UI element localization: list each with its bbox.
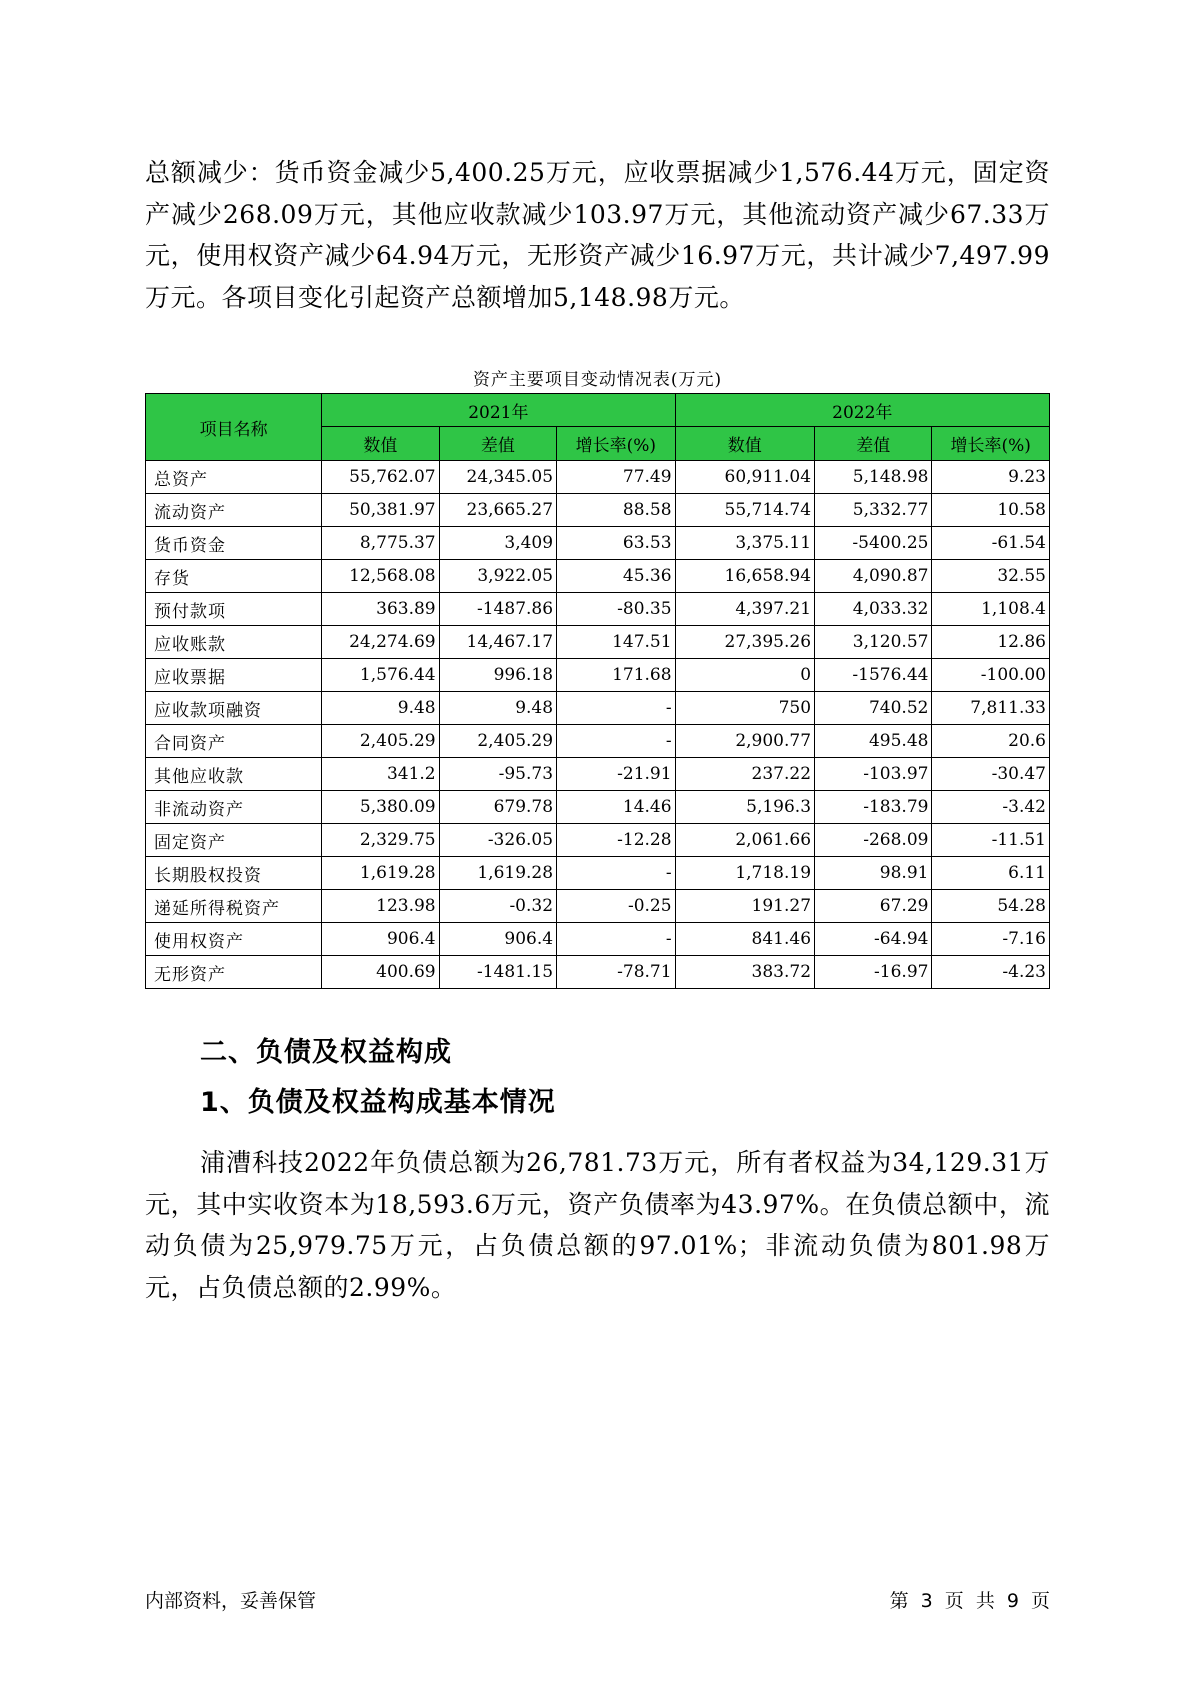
cell-diff-2021: 14,467.17	[439, 626, 556, 659]
cell-diff-2022: -103.97	[815, 758, 932, 791]
section-heading: 二、负债及权益构成	[200, 1037, 452, 1068]
cell-item-name: 预付款项	[146, 593, 322, 626]
cell-growth-2021: 77.49	[557, 461, 676, 494]
cell-diff-2021: 1,619.28	[439, 857, 556, 890]
cell-diff-2022: -1576.44	[815, 659, 932, 692]
cell-diff-2022: 3,120.57	[815, 626, 932, 659]
cell-growth-2021: 45.36	[557, 560, 676, 593]
cell-value-2021: 123.98	[322, 890, 439, 923]
cell-item-name: 合同资产	[146, 725, 322, 758]
cell-value-2022: 237.22	[675, 758, 814, 791]
cell-growth-2022: -61.54	[932, 527, 1050, 560]
cell-growth-2022: -11.51	[932, 824, 1050, 857]
table-row	[146, 956, 1050, 989]
cell-value-2022: 1,718.19	[675, 857, 814, 890]
header-diff-2022: 差值	[815, 427, 932, 461]
table-row	[146, 560, 1050, 593]
cell-growth-2021: -80.35	[557, 593, 676, 626]
cell-item-name: 递延所得税资产	[146, 890, 322, 923]
cell-item-name: 长期股权投资	[146, 857, 322, 890]
table-row	[146, 857, 1050, 890]
cell-diff-2022: -5400.25	[815, 527, 932, 560]
cell-growth-2022: -30.47	[932, 758, 1050, 791]
cell-growth-2021: 171.68	[557, 659, 676, 692]
cell-growth-2022: 10.58	[932, 494, 1050, 527]
cell-growth-2021: 63.53	[557, 527, 676, 560]
cell-growth-2022: 1,108.4	[932, 593, 1050, 626]
footer-confidential: 内部资料，妥善保管	[145, 1590, 317, 1612]
cell-diff-2022: 5,332.77	[815, 494, 932, 527]
cell-value-2022: 2,061.66	[675, 824, 814, 857]
cell-value-2022: 16,658.94	[675, 560, 814, 593]
header-item-name: 项目名称	[146, 394, 322, 461]
cell-growth-2022: -3.42	[932, 791, 1050, 824]
cell-diff-2022: 4,090.87	[815, 560, 932, 593]
table-row	[146, 824, 1050, 857]
cell-growth-2021: -21.91	[557, 758, 676, 791]
cell-value-2021: 5,380.09	[322, 791, 439, 824]
header-growth-2022: 增长率(%)	[932, 427, 1050, 461]
cell-growth-2022: -4.23	[932, 956, 1050, 989]
table-row	[146, 890, 1050, 923]
cell-value-2022: 5,196.3	[675, 791, 814, 824]
cell-value-2021: 2,405.29	[322, 725, 439, 758]
cell-growth-2021: -78.71	[557, 956, 676, 989]
cell-diff-2021: -0.32	[439, 890, 556, 923]
cell-diff-2021: 679.78	[439, 791, 556, 824]
cell-growth-2021: 14.46	[557, 791, 676, 824]
cell-diff-2022: -16.97	[815, 956, 932, 989]
cell-growth-2021: -0.25	[557, 890, 676, 923]
cell-item-name: 应收账款	[146, 626, 322, 659]
header-growth-2021: 增长率(%)	[557, 427, 676, 461]
cell-value-2021: 363.89	[322, 593, 439, 626]
cell-growth-2021: -	[557, 692, 676, 725]
table-row	[146, 692, 1050, 725]
header-year-2022: 2022年	[675, 394, 1049, 427]
cell-item-name: 应收票据	[146, 659, 322, 692]
cell-diff-2021: 3,409	[439, 527, 556, 560]
cell-value-2022: 60,911.04	[675, 461, 814, 494]
table-caption: 资产主要项目变动情况表(万元)	[472, 370, 723, 390]
cell-diff-2022: -64.94	[815, 923, 932, 956]
cell-diff-2022: 67.29	[815, 890, 932, 923]
table-row	[146, 593, 1050, 626]
cell-diff-2021: 24,345.05	[439, 461, 556, 494]
table-row	[146, 791, 1050, 824]
intro-paragraph: 总额减少：货币资金减少5,400.25万元，应收票据减少1,576.44万元，固定资产减少268.09万元，其他应收款减少103.97万元，其他流动资产减少67.33万元，使用权资产减少64.94万元，无形资产减少16.97万元，共计减少7,497.99万元。各项目变化引起资产总额增加5,148.98万元。	[145, 158, 1050, 312]
cell-value-2022: 383.72	[675, 956, 814, 989]
cell-item-name: 应收款项融资	[146, 692, 322, 725]
cell-growth-2021: 147.51	[557, 626, 676, 659]
cell-value-2022: 2,900.77	[675, 725, 814, 758]
header-diff-2021: 差值	[439, 427, 556, 461]
cell-value-2021: 50,381.97	[322, 494, 439, 527]
table-row	[146, 758, 1050, 791]
cell-value-2022: 3,375.11	[675, 527, 814, 560]
cell-value-2021: 341.2	[322, 758, 439, 791]
cell-item-name: 存货	[146, 560, 322, 593]
cell-diff-2021: 2,405.29	[439, 725, 556, 758]
subsection-heading: 1、负债及权益构成基本情况	[200, 1087, 556, 1118]
header-value-2022: 数值	[675, 427, 814, 461]
cell-value-2022: 750	[675, 692, 814, 725]
cell-diff-2022: 495.48	[815, 725, 932, 758]
cell-value-2021: 55,762.07	[322, 461, 439, 494]
cell-diff-2021: 9.48	[439, 692, 556, 725]
cell-growth-2021: -	[557, 923, 676, 956]
cell-item-name: 无形资产	[146, 956, 322, 989]
cell-value-2021: 9.48	[322, 692, 439, 725]
header-value-2021: 数值	[322, 427, 439, 461]
cell-growth-2021: -12.28	[557, 824, 676, 857]
cell-growth-2021: -	[557, 857, 676, 890]
cell-diff-2021: 3,922.05	[439, 560, 556, 593]
cell-diff-2021: 906.4	[439, 923, 556, 956]
cell-diff-2022: -268.09	[815, 824, 932, 857]
cell-value-2021: 12,568.08	[322, 560, 439, 593]
asset-changes-table	[145, 393, 1050, 989]
cell-diff-2021: -1487.86	[439, 593, 556, 626]
cell-diff-2021: 23,665.27	[439, 494, 556, 527]
table-row	[146, 725, 1050, 758]
cell-growth-2022: -7.16	[932, 923, 1050, 956]
cell-value-2022: 0	[675, 659, 814, 692]
cell-value-2021: 400.69	[322, 956, 439, 989]
table-row	[146, 461, 1050, 494]
cell-item-name: 固定资产	[146, 824, 322, 857]
cell-item-name: 货币资金	[146, 527, 322, 560]
cell-value-2021: 906.4	[322, 923, 439, 956]
cell-diff-2022: 740.52	[815, 692, 932, 725]
table-row	[146, 659, 1050, 692]
cell-value-2022: 27,395.26	[675, 626, 814, 659]
cell-diff-2021: -326.05	[439, 824, 556, 857]
cell-value-2021: 8,775.37	[322, 527, 439, 560]
table-row	[146, 527, 1050, 560]
cell-diff-2021: -95.73	[439, 758, 556, 791]
cell-growth-2021: -	[557, 725, 676, 758]
cell-item-name: 总资产	[146, 461, 322, 494]
cell-item-name: 其他应收款	[146, 758, 322, 791]
header-year-2021: 2021年	[322, 394, 675, 427]
cell-value-2022: 55,714.74	[675, 494, 814, 527]
table-row	[146, 494, 1050, 527]
cell-growth-2022: 32.55	[932, 560, 1050, 593]
cell-diff-2021: -1481.15	[439, 956, 556, 989]
cell-growth-2022: -100.00	[932, 659, 1050, 692]
cell-growth-2022: 54.28	[932, 890, 1050, 923]
footer-page-number: 第 3 页 共 9 页	[889, 1590, 1050, 1612]
cell-diff-2022: 4,033.32	[815, 593, 932, 626]
cell-value-2022: 841.46	[675, 923, 814, 956]
table-row	[146, 923, 1050, 956]
cell-diff-2022: 5,148.98	[815, 461, 932, 494]
cell-growth-2022: 20.6	[932, 725, 1050, 758]
table-row	[146, 626, 1050, 659]
cell-value-2021: 24,274.69	[322, 626, 439, 659]
cell-item-name: 使用权资产	[146, 923, 322, 956]
cell-diff-2021: 996.18	[439, 659, 556, 692]
liabilities-paragraph: 浦漕科技2022年负债总额为26,781.73万元，所有者权益为34,129.31万元，其中实收资本为18,593.6万元，资产负债率为43.97%。在负债总额中，流动负债为25,979.75万元，占负债总额的97.01%；非流动负债为801.98万元，占负债总额的2.99%。	[145, 1148, 1050, 1302]
cell-growth-2022: 9.23	[932, 461, 1050, 494]
cell-growth-2021: 88.58	[557, 494, 676, 527]
cell-growth-2022: 12.86	[932, 626, 1050, 659]
cell-item-name: 非流动资产	[146, 791, 322, 824]
cell-value-2021: 1,576.44	[322, 659, 439, 692]
cell-growth-2022: 7,811.33	[932, 692, 1050, 725]
cell-value-2022: 4,397.21	[675, 593, 814, 626]
cell-value-2021: 2,329.75	[322, 824, 439, 857]
cell-value-2021: 1,619.28	[322, 857, 439, 890]
cell-diff-2022: -183.79	[815, 791, 932, 824]
cell-diff-2022: 98.91	[815, 857, 932, 890]
cell-item-name: 流动资产	[146, 494, 322, 527]
table-body	[146, 461, 1050, 989]
cell-growth-2022: 6.11	[932, 857, 1050, 890]
cell-value-2022: 191.27	[675, 890, 814, 923]
